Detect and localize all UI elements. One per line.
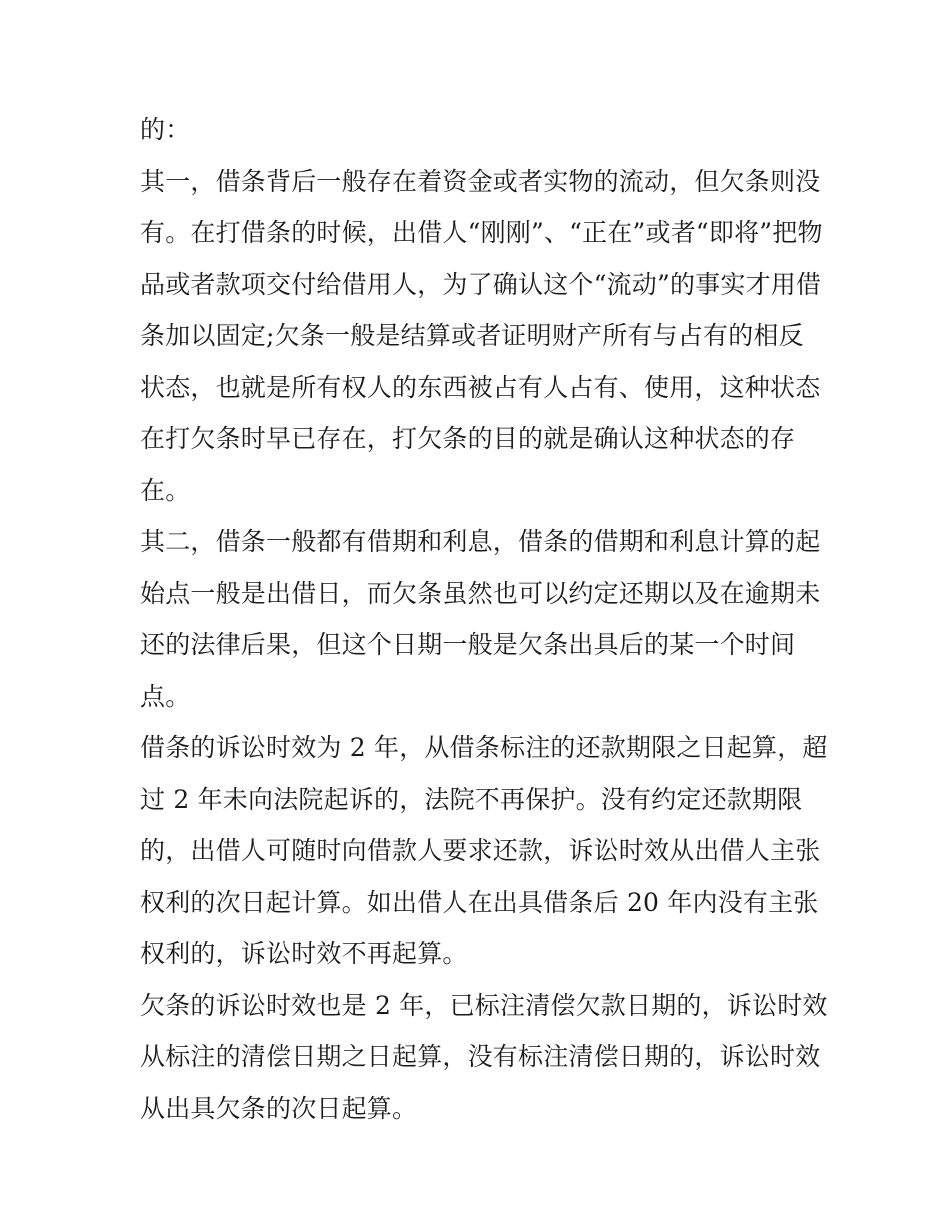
text-line: 其二，借条一般都有借期和利息，借条的借期和利息计算的起 bbox=[140, 527, 821, 556]
text-line: 条加以固定;欠条一般是结算或者证明财产所有与占有的相反 bbox=[140, 321, 804, 350]
text-line: 借条的诉讼时效为 2 年，从借条标注的还款期限之日起算，超 bbox=[140, 733, 828, 762]
text-line: 有。在打借条的时候，出借人“刚刚”、“正在”或者“即将”把物 bbox=[140, 218, 823, 247]
text-line: 的，出借人可随时向借款人要求还款，诉讼时效从出借人主张 bbox=[140, 836, 821, 865]
text-line: 从出具欠条的次日起算。 bbox=[140, 1093, 418, 1123]
text-line: 始点一般是出借日，而欠条虽然也可以约定还期以及在逾期未 bbox=[140, 578, 821, 608]
text-line: 权利的次日起计算。如出借人在出具借条后 20 年内没有主张 bbox=[140, 887, 819, 917]
text-line: 在打欠条时早已存在，打欠条的目的就是确认这种状态的存 bbox=[140, 424, 796, 453]
document-body bbox=[140, 104, 828, 1134]
text-line: 欠条的诉讼时效也是 2 年，已标注清偿欠款日期的，诉讼时效 bbox=[140, 990, 828, 1020]
text-line: 点。 bbox=[140, 681, 191, 711]
text-line: 其一，借条背后一般存在着资金或者实物的流动，但欠条则没 bbox=[140, 166, 821, 196]
text-line: 在。 bbox=[140, 475, 191, 505]
text-line: 权利的，诉讼时效不再起算。 bbox=[140, 939, 468, 968]
text-line: 的： bbox=[140, 115, 191, 144]
text-line: 从标注的清偿日期之日起算，没有标注清偿日期的，诉讼时效 bbox=[140, 1042, 821, 1071]
text-line: 还的法律后果，但这个日期一般是欠条出具后的某一个时间 bbox=[140, 630, 796, 659]
text-line: 过 2 年未向法院起诉的，法院不再保护。没有约定还款期限 bbox=[140, 784, 803, 814]
text-line: 状态，也就是所有权人的东西被占有人占有、使用，这种状态 bbox=[140, 372, 821, 402]
text-line: 品或者款项交付给借用人，为了确认这个“流动”的事实才用借 bbox=[140, 269, 822, 299]
